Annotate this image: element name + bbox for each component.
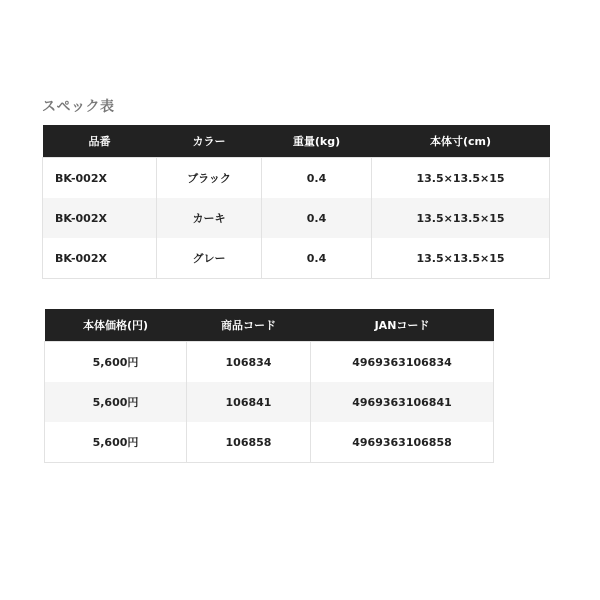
cell-weight: 0.4 bbox=[262, 198, 372, 238]
cell-dimensions: 13.5×13.5×15 bbox=[416, 251, 505, 265]
table-row bbox=[43, 158, 550, 199]
header-color: カラー bbox=[157, 125, 262, 158]
table-row bbox=[45, 342, 494, 383]
table-row bbox=[45, 422, 494, 463]
cell-price: 5,600円 bbox=[45, 382, 187, 422]
cell-product-number: BK-002X bbox=[43, 198, 157, 238]
table-row bbox=[43, 198, 550, 238]
cell-product-code: 106841 bbox=[187, 382, 311, 422]
cell-product-number: BK-002X bbox=[43, 158, 157, 199]
cell-color: ブラック bbox=[157, 158, 262, 199]
header-weight: 重量(kg) bbox=[262, 125, 372, 158]
cell-color: カーキ bbox=[157, 198, 262, 238]
header-jan-code: JANコード bbox=[311, 309, 494, 342]
cell-price: 5,600円 bbox=[45, 422, 187, 463]
cell-jan-code: 4969363106841 bbox=[311, 382, 494, 422]
cell-weight: 0.4 bbox=[262, 158, 372, 199]
cell-price: 5,600円 bbox=[45, 342, 187, 383]
cell-dimensions: 13.5×13.5×15 bbox=[416, 171, 505, 185]
cell-jan-code: 4969363106834 bbox=[352, 355, 452, 369]
cell-product-number: BK-002X bbox=[43, 238, 157, 279]
header-price: 本体価格(円) bbox=[45, 309, 187, 342]
cell-color: グレー bbox=[157, 238, 262, 279]
price-table-header-row bbox=[45, 309, 494, 342]
spec-table-header-row bbox=[43, 125, 550, 158]
header-product-number: 品番 bbox=[43, 125, 157, 158]
section-title: スペック表 bbox=[42, 99, 115, 115]
cell-dimensions: 13.5×13.5×15 bbox=[372, 198, 550, 238]
cell-product-code: 106834 bbox=[187, 342, 311, 383]
table-row bbox=[43, 238, 550, 279]
cell-weight: 0.4 bbox=[262, 238, 372, 279]
table-row bbox=[45, 382, 494, 422]
spec-table bbox=[42, 125, 550, 279]
price-table bbox=[44, 309, 494, 463]
header-product-code: 商品コード bbox=[187, 309, 311, 342]
cell-product-code: 106858 bbox=[187, 422, 311, 463]
cell-jan-code: 4969363106858 bbox=[352, 435, 452, 449]
header-dimensions: 本体寸(cm) bbox=[372, 125, 550, 158]
